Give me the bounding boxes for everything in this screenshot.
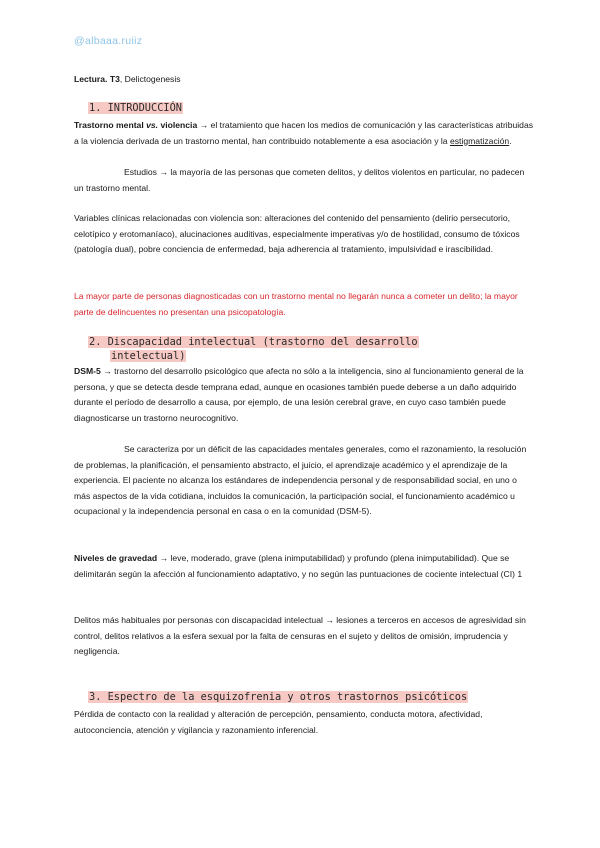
section-1-paragraph-2: Estudios → la mayoría de las personas que cometen delitos, y delitos violentos en particular, no padecen un trastorno mental.	[74, 167, 525, 193]
section-2-paragraph-1: DSM-5 → trastorno del desarrollo psicológico que afecta no sólo a la inteligencia, sino al funcionamiento general de la persona, y que se detecta desde temprana edad, aunque en ocasiones también puede deberse a un daño adquirido durante el período de desarrollo a causa, por ejemplo, de una lesión cerebral grave, en cuyo caso también puede diagnosticarse un trastorno neurocognitivo.	[74, 366, 524, 423]
section-2-heading: 2. Discapacidad intelectual (trastorno del desarrollo intelectual)	[89, 336, 418, 362]
section-3-heading: 3. Espectro de la esquizofrenia y otros trastornos psicóticos	[89, 691, 468, 703]
document-title-rest: , Delictogenesis	[119, 74, 181, 84]
section-1-paragraph-3: Variables clínicas relacionadas con violencia son: alteraciones del contenido del pensamiento (delirio persecutorio, celotípico y erotomaníaco), alucinaciones auditivas, especialmente imperativas y/o de hostilidad, consumo de tóxicos (patología dual), pobre conciencia de enfermedad, baja adherencia al tratamiento, impulsividad e irascibilidad.	[74, 213, 520, 255]
document-title	[74, 72, 534, 88]
section-1-highlight-note: La mayor parte de personas diagnosticadas con un trastorno mental no llegarán nunca a cometer un delito; la mayor parte de delincuentes no presentan una psicopatología.	[74, 291, 518, 317]
document-title-bold: Lectura. T3	[74, 74, 120, 84]
section-1-heading: 1. INTRODUCCIÓN	[89, 102, 182, 114]
section-3-paragraph-1: Pérdida de contacto con la realidad y alteración de percepción, pensamiento, conducta motora, afectividad, autoconciencia, atención y vigilancia y razonamiento inferencial.	[74, 709, 483, 735]
section-1-paragraph-1: Trastorno mental vs. violencia → el tratamiento que hacen los medios de comunicación y las características atribuidas a la violencia derivada de un trastorno mental, han contribuido notablemente a esa asociación y la estigmatización.	[74, 120, 534, 146]
section-2-paragraph-3: Niveles de gravedad → leve, moderado, grave (plena inimputabilidad) y profundo (plena inimputabilidad). Que se delimitarán según la afección al funcionamiento adaptativo, y no según las puntuaciones de cociente intelectual (CI) 1	[74, 553, 523, 579]
author-handle: @albaaa.ruiiz	[74, 35, 143, 47]
section-2-paragraph-2: Se caracteriza por un déficit de las capacidades mentales generales, como el razonamiento, la resolución de problemas, la planificación, el pensamiento abstracto, el juicio, el aprendizaje académico y el aprendizaje de la experiencia. El paciente no alcanza los estándares de independencia personal y de responsabilidad social, en uno o más aspectos de la vida cotidiana, incluidos la comunicación, la participación social, el funcionamiento académico u ocupacional y la independencia personal en casa o en la comunidad (DSM-5).	[74, 444, 527, 517]
section-2-paragraph-4: Delitos más habituales por personas con discapacidad intelectual → lesiones a terceros en accesos de agresividad sin control, delitos relativos a la esfera sexual por la falta de censuras en el sujeto y delitos de omisión, imprudencia y negligencia.	[74, 615, 526, 657]
